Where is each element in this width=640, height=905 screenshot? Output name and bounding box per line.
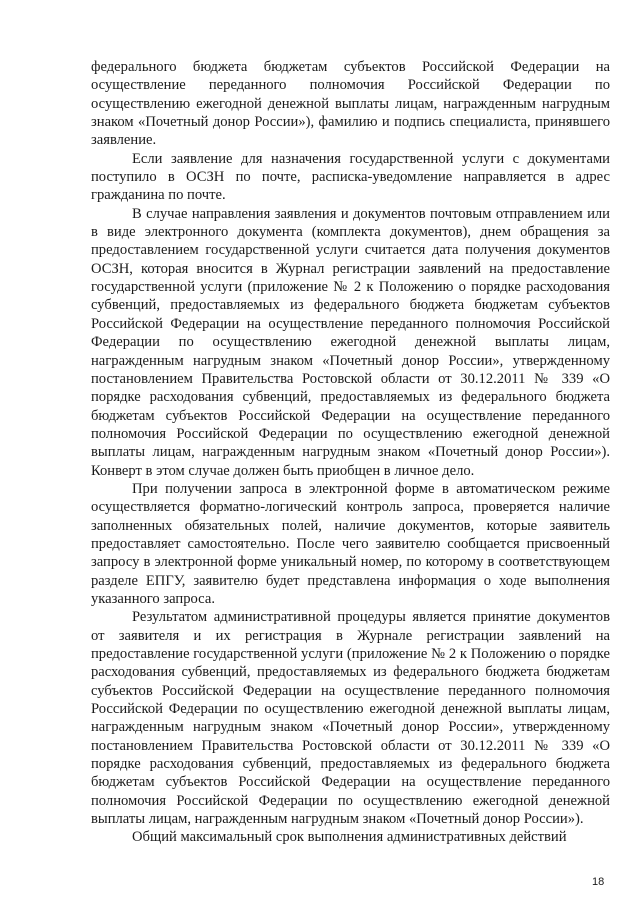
- paragraph-electronic-request: При получении запроса в электронной форме в автоматическом режиме осуществляется форматно-логический контроль запроса, проверяется наличие заполненных обязательных полей, наличие документов, которые заявитель предоставляет самостоятельно. После чего заявителю сообщается присвоенный запросу в электронной форме уникальный номер, по которому в соответствующем разделе ЕПГУ, заявителю будет представлена информация о ходе выполнения указанного запроса.: [91, 480, 610, 607]
- document-page: [91, 58, 610, 847]
- page-number: 18: [592, 876, 605, 888]
- paragraph-procedure-result: Результатом административной процедуры является принятие документов от заявителя и их регистрация в Журнале регистрации заявлений на предоставление государственной услуги (приложение № 2 к Положению о порядке расходования субвенций, предоставляемых из федерального бюджета бюджетам субъектов Российской Федерации на осуществление переданного полномочия Российской Федерации по осуществлению ежегодной денежной выплаты лицам, награжденным нагрудным знаком «Почетный донор России», утвержденному постановлением Правительства Ростовской области от 30.12.2011 № 339 «О порядке расходования субвенций, предоставляемых из федерального бюджета бюджетам субъектов Российской Федерации на осуществление переданного полномочия Российской Федерации по осуществлению ежегодной денежной выплаты лицам, награжденным нагрудным знаком «Почетный донор России»).: [91, 609, 610, 828]
- paragraph-postal-submission: В случае направления заявления и документов почтовым отправлением или в виде электронного документа (комплекта документов), днем обращения за предоставлением государственной услуги считается дата получения документов ОСЗН, которая вносится в Журнал регистрации заявлений на предоставление государственной услуги (приложение № 2 к Положению о порядке расходования субвенций, предоставляемых из федерального бюджета бюджетам субъектов Российской Федерации на осуществление переданного полномочия Российской Федерации по осуществлению ежегодной денежной выплаты лицам, награжденным нагрудным знаком «Почетный донор России», утвержденному постановлением Правительства Ростовской области от 30.12.2011 № 339 «О порядке расходования субвенций, предоставляемых из федерального бюджета бюджетам субъектов Российской Федерации на осуществление переданного полномочия Российской Федерации по осуществлению ежегодной денежной выплаты лицам, награжденным нагрудным знаком «Почетный донор России»). Конверт в этом случае должен быть приобщен в личное дело.: [91, 205, 610, 479]
- paragraph-max-term: Общий максимальный срок выполнения административных действий: [132, 829, 567, 846]
- paragraph-continuation: федерального бюджета бюджетам субъектов Российской Федерации на осуществление переданного полномочия Российской Федерации по осуществлению ежегодной денежной выплаты лицам, награжденным нагрудным знаком «Почетный донор России»), фамилию и подпись специалиста, принявшего заявление.: [91, 59, 610, 149]
- paragraph-mail-receipt: Если заявление для назначения государственной услуги с документами поступило в ОСЗН по почте, расписка-уведомление направляется в адрес гражданина по почте.: [91, 150, 610, 204]
